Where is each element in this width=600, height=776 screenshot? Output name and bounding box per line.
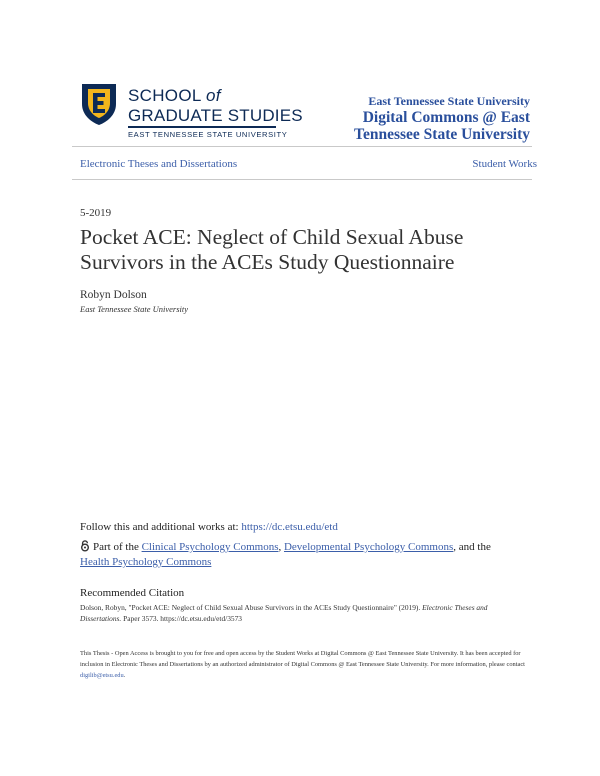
citation-series: Electronic Theses and Dissertations. (80, 603, 488, 623)
citation-text (80, 602, 525, 624)
repository-header[interactable] (354, 94, 530, 143)
document-title (80, 225, 520, 275)
clinical-psychology-link[interactable]: Clinical Psychology Commons (141, 541, 279, 553)
divider-bottom (72, 179, 532, 180)
follow-text: Follow this and additional works at: (80, 521, 242, 533)
logo-university-text: EAST TENNESSEE STATE UNIVERSITY (128, 130, 288, 139)
developmental-psychology-link[interactable]: Developmental Psychology Commons (283, 541, 454, 553)
notice-end: . (123, 672, 126, 679)
part-of-separator: , (278, 541, 284, 553)
author-name: Robyn Dolson (80, 289, 147, 301)
logo-graduate-text: GRADUATE STUDIES (128, 106, 303, 125)
contact-email-link[interactable]: digilib@etsu.edu (80, 672, 124, 679)
part-of-and: , and the (453, 541, 491, 553)
repository-name-line1[interactable]: Digital Commons @ East (362, 109, 530, 126)
logo-school-text: SCHOOL of (128, 86, 221, 105)
notice-text: This Thesis - Open Access is brought to you for free and open access by the Student Works at Digital Commons @ East Tennessee State University. It has been accepted for inclusion in Electronic Theses and Dissertations by an authorized administrator of Digital Commons @ East Tennessee State University. For more information, please contact (80, 650, 525, 668)
follow-url-link[interactable]: https://dc.etsu.edu/etd (241, 521, 338, 533)
citation-heading: Recommended Citation (80, 587, 185, 599)
repository-name-line2[interactable]: Tennessee State University (354, 126, 530, 143)
publication-date: 5-2019 (80, 207, 112, 219)
open-access-notice (80, 648, 525, 681)
part-of-commons (80, 540, 520, 570)
logo-divider (128, 126, 276, 128)
author-affiliation: East Tennessee State University (80, 304, 189, 314)
title-line-1: Pocket ACE: Neglect of Child Sexual Abuse (80, 225, 464, 249)
collection-link[interactable]: Electronic Theses and Dissertations (80, 158, 238, 170)
title-line-2: Survivors in the ACEs Study Questionnaire (80, 250, 455, 274)
open-access-icon (80, 540, 90, 552)
school-logo (80, 82, 303, 140)
citation-main: Dolson, Robyn, "Pocket ACE: Neglect of Child Sexual Abuse Survivors in the ACEs Study Questionnaire" (2019). (80, 603, 423, 612)
student-works-link[interactable]: Student Works (472, 158, 537, 170)
part-of-prefix: Part of the (93, 541, 142, 553)
citation-paper: Paper 3573. https://dc.etsu.edu/etd/3573 (121, 614, 242, 623)
etsu-shield-icon (80, 82, 118, 126)
follow-line (80, 521, 338, 533)
institution-name[interactable]: East Tennessee State University (368, 94, 530, 108)
divider-top (72, 146, 532, 147)
health-psychology-link[interactable]: Health Psychology Commons (80, 556, 212, 568)
